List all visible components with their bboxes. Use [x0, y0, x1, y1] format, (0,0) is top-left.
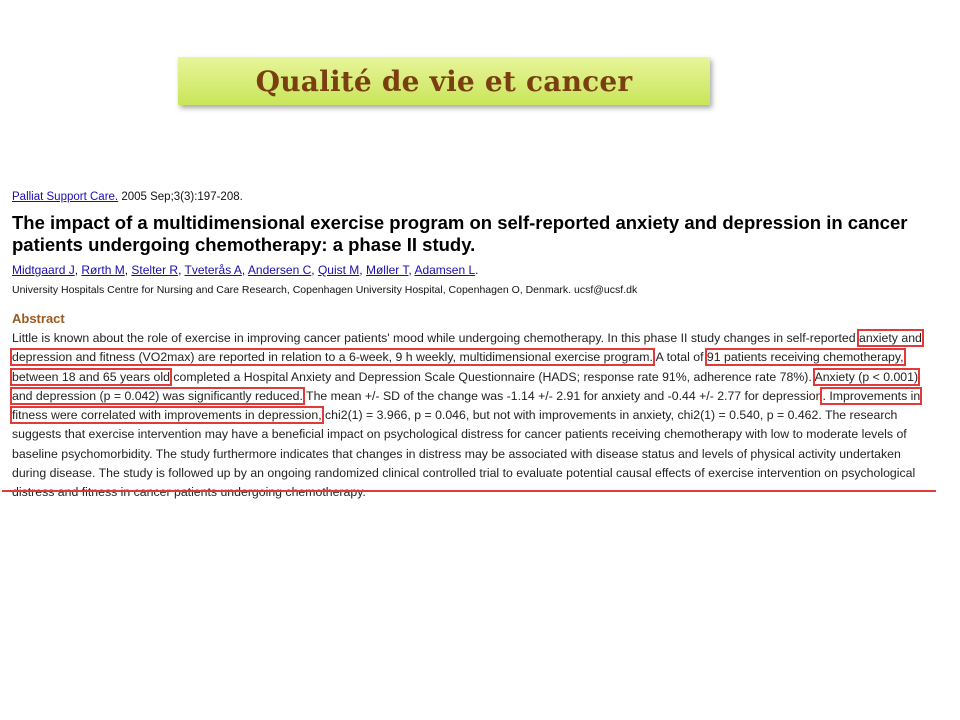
author-link[interactable]: Midtgaard J: [12, 263, 75, 277]
author-link[interactable]: Adamsen L: [414, 263, 476, 277]
slide-title-banner: [178, 57, 710, 105]
abstract-heading: Abstract: [12, 311, 65, 326]
journal-link[interactable]: Palliat Support Care.: [12, 191, 119, 203]
abstract-text: [12, 329, 934, 503]
abstract-segment: Little is known about the role of exercise in improving cancer patients' mood while undergoing chemotherapy. In this phase II study changes in self-reported: [12, 331, 859, 345]
highlight-box: 91 patients receiving chemotherapy, between 18 and 65 years old: [12, 350, 904, 384]
abstract-segment: chi2(1) = 3.966, p = 0.046, but not with improvements in anxiety, chi2(1) = 0.540, p = 0.462. The research suggests that exercise intervention may have a beneficial impact on psychological distress for cancer patients receiving chemotherapy with low to moderate levels of baseline psychomorbidity. The study furthermore indicates that changes in distress may be associated with disease status and levels of physical activity undertaken during disease. The study is followed up by an ongoing randomized clinical controlled trial to evaluate potential causal effects of exercise intervention on psychological distress and fitness in cancer patients undergoing chemotherapy.: [12, 408, 916, 500]
author-link[interactable]: Rørth M: [81, 263, 125, 277]
author-link[interactable]: Quist M: [317, 263, 360, 277]
abstract-segment: completed a Hospital Anxiety and Depression Scale Questionnaire (HADS; response rate 91%, adherence rate 78%).: [169, 369, 815, 384]
author-link[interactable]: Stelter R: [131, 263, 179, 277]
highlight-box: . Improvements in fitness were correlated with improvements in depression,: [12, 388, 921, 423]
abstract-segment: The mean +/- SD of the change was -1.14 +/- 2.91 for anxiety and -0.44 +/- 2.77 for depression: [302, 388, 823, 403]
abstract-segment: A total of: [652, 350, 707, 365]
author-link[interactable]: Møller T: [365, 263, 409, 277]
citation-details: 2005 Sep;3(3):197-208.: [121, 191, 243, 203]
highlight-box: Anxiety (p < 0.001) and depression (p = 0.042) was significantly reduced.: [12, 369, 919, 403]
highlight-underline: [2, 490, 936, 492]
pubmed-abstract: [12, 189, 942, 503]
affiliation: University Hospitals Centre for Nursing and Care Research, Copenhagen University Hospital, Copenhagen O, Denmark. ucsf@ucsf.dk: [12, 284, 638, 296]
citation: [12, 189, 942, 205]
author-link[interactable]: Tveterås A: [184, 263, 242, 277]
author-list: Midtgaard J, Rørth M, Stelter R, Tveterås A, Andersen C, Quist M, Møller T, Adamsen L.: [12, 263, 479, 277]
slide-title: Qualité de vie et cancer: [255, 64, 633, 98]
author-link[interactable]: Andersen C: [247, 263, 312, 277]
article-title: The impact of a multidimensional exercise program on self-reported anxiety and depression in cancer patients undergoing chemotherapy: a phase II study.: [12, 212, 908, 255]
highlight-box: anxiety and depression and fitness (VO2max) are reported in relation to a 6-week, 9 h weekly, multidimensional exercise program.: [12, 331, 922, 365]
